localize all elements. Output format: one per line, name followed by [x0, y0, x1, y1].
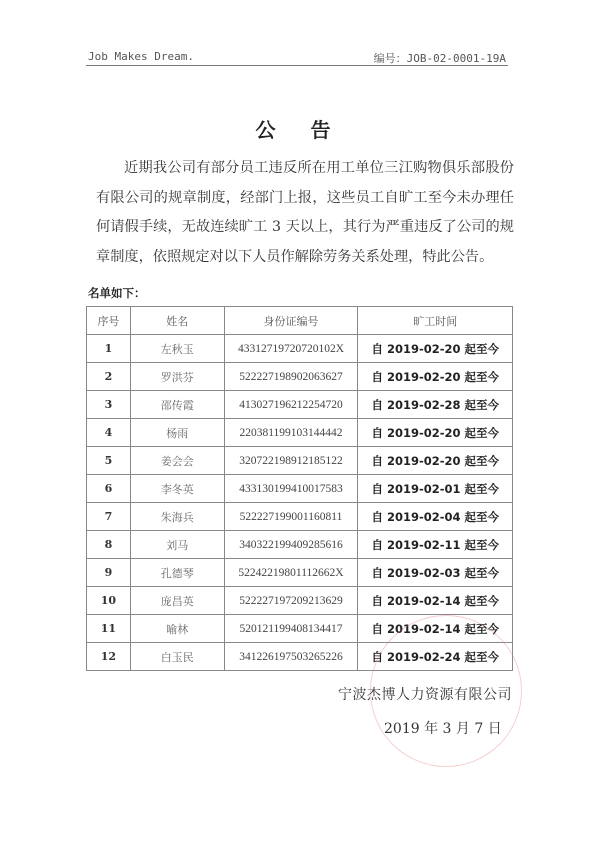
row-absence-time: 自 2019-02-24 起至今: [358, 643, 513, 671]
table-row: [87, 363, 513, 391]
row-name: 朱海兵: [130, 503, 224, 531]
row-seq: 9: [87, 559, 131, 587]
row-id-number: 520121199408134417: [224, 615, 358, 643]
row-absence-time: 自 2019-02-04 起至今: [358, 503, 513, 531]
row-name: 姜会会: [130, 447, 224, 475]
list-label: 名单如下：: [88, 286, 146, 300]
row-name: 孔德琴: [130, 559, 224, 587]
row-seq: 6: [87, 475, 131, 503]
row-id-number: 522227197209213629: [224, 587, 358, 615]
row-absence-time: 自 2019-02-28 起至今: [358, 391, 513, 419]
row-seq: 3: [87, 391, 131, 419]
row-name: 邵传霞: [130, 391, 224, 419]
table-row: [87, 419, 513, 447]
row-id-number: 340322199409285616: [224, 531, 358, 559]
row-id-number: 413027196212254720: [224, 391, 358, 419]
table-header-row: [87, 307, 513, 335]
row-name: 庞昌英: [130, 587, 224, 615]
row-seq: 8: [87, 531, 131, 559]
row-absence-time: 自 2019-02-14 起至今: [358, 587, 513, 615]
row-seq: 10: [87, 587, 131, 615]
table-row: [87, 643, 513, 671]
header-id-number: 身份证编号: [224, 307, 358, 335]
signature-date: 2019 年 3 月 7 日: [384, 721, 502, 737]
row-id-number: 522227198902063627: [224, 363, 358, 391]
table-row: [87, 475, 513, 503]
row-absence-time: 自 2019-02-20 起至今: [358, 335, 513, 363]
row-id-number: 433130199410017583: [224, 475, 358, 503]
row-id-number: 52242219801112662X: [224, 559, 358, 587]
row-seq: 1: [87, 335, 131, 363]
row-absence-time: 自 2019-02-20 起至今: [358, 447, 513, 475]
row-absence-time: 自 2019-02-01 起至今: [358, 475, 513, 503]
table-row: [87, 615, 513, 643]
notice-body: 近期我公司有部分员工违反所在用工单位三江购物俱乐部股份有限公司的规章制度，经部门上报，这些员工自旷工至今未办理任何请假手续，无故连续旷工 3 天以上，其行为严重违反了公司的规章制度，依照规定对以下人员作解除劳务关系处理，特此公告。: [96, 160, 514, 265]
table-row: [87, 447, 513, 475]
row-absence-time: 自 2019-02-03 起至今: [358, 559, 513, 587]
row-id-number: 320722198912185122: [224, 447, 358, 475]
row-name: 刘马: [130, 531, 224, 559]
row-id-number: 341226197503265226: [224, 643, 358, 671]
row-seq: 11: [87, 615, 131, 643]
row-id-number: 220381199103144442: [224, 419, 358, 447]
table-row: [87, 587, 513, 615]
row-seq: 4: [87, 419, 131, 447]
document-number: 编号：JOB-02-0001-19A: [373, 52, 506, 65]
row-seq: 5: [87, 447, 131, 475]
row-seq: 2: [87, 363, 131, 391]
row-name: 杨雨: [130, 419, 224, 447]
row-name: 喻林: [130, 615, 224, 643]
header-seq: 序号: [87, 307, 131, 335]
table-row: [87, 391, 513, 419]
row-id-number: 522227199001160811: [224, 503, 358, 531]
header-divider: [86, 65, 508, 66]
table-row: [87, 335, 513, 363]
table-row: [87, 503, 513, 531]
header-absence-time: 旷工时间: [358, 307, 513, 335]
dismissal-table: [86, 306, 513, 671]
page-title: 公 告: [255, 118, 345, 142]
row-absence-time: 自 2019-02-20 起至今: [358, 363, 513, 391]
row-name: 白玉民: [130, 643, 224, 671]
row-id-number: 43312719720720102X: [224, 335, 358, 363]
signature-company: 宁波杰博人力资源有限公司: [338, 687, 512, 703]
row-seq: 7: [87, 503, 131, 531]
table-row: [87, 531, 513, 559]
table-row: [87, 559, 513, 587]
row-name: 左秋玉: [130, 335, 224, 363]
row-seq: 12: [87, 643, 131, 671]
header-name: 姓名: [130, 307, 224, 335]
row-absence-time: 自 2019-02-14 起至今: [358, 615, 513, 643]
row-name: 罗洪芬: [130, 363, 224, 391]
row-name: 李冬英: [130, 475, 224, 503]
row-absence-time: 自 2019-02-11 起至今: [358, 531, 513, 559]
header-slogan: Job Makes Dream.: [88, 50, 194, 63]
row-absence-time: 自 2019-02-20 起至今: [358, 419, 513, 447]
